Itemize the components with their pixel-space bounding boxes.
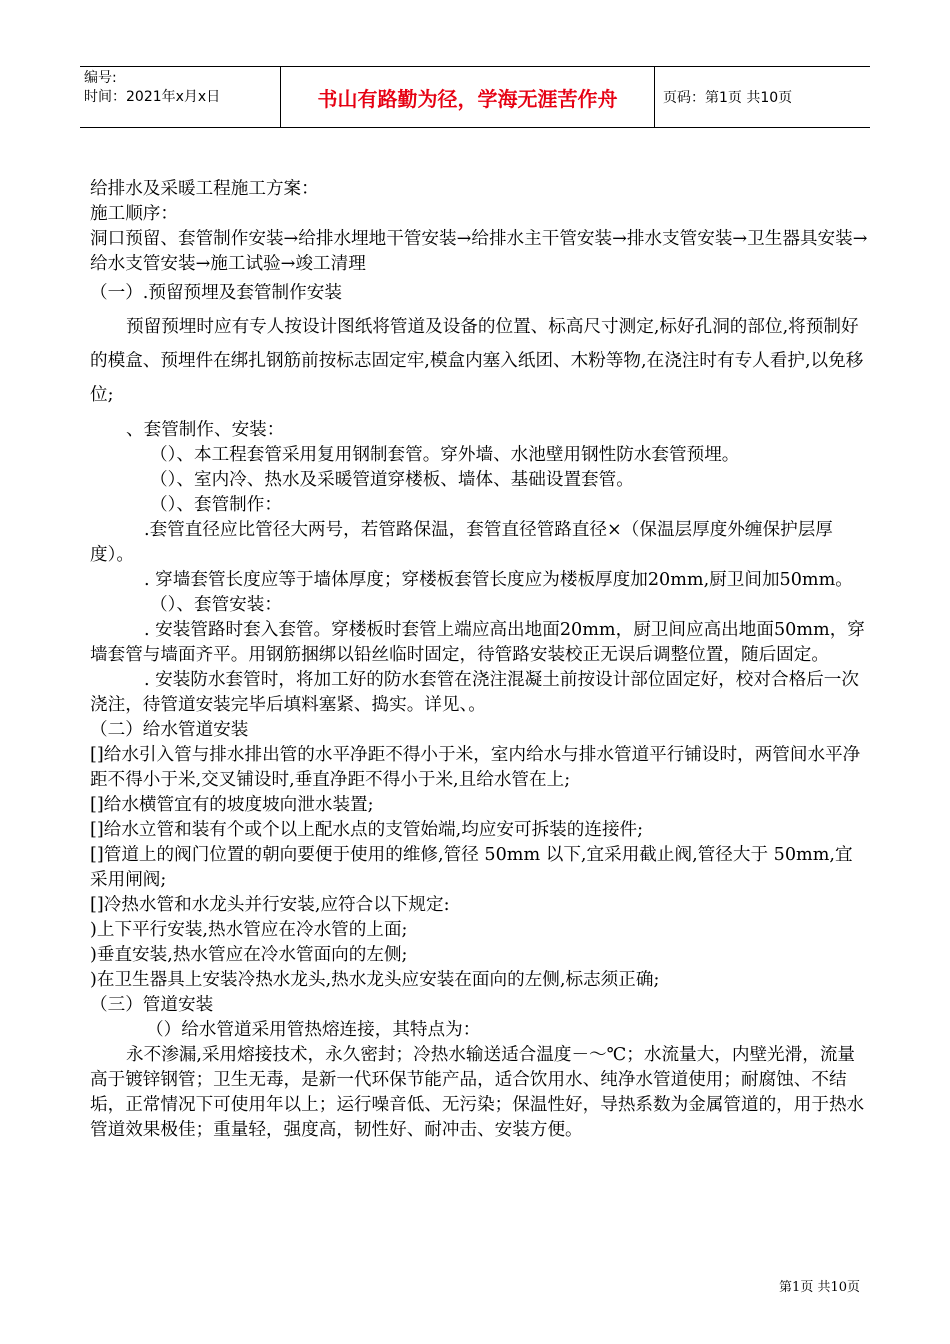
body-paragraph: . 安装管路时套入套管。穿楼板时套管上端应高出地面20mm，厨卫间应高出地面50mm，穿墙套管与墙面齐平。用钢筋捆绑以铅丝临时固定，待管路安装校正无误后调整位置，随后固定。: [90, 620, 865, 665]
body-paragraph: （）、套管安装：: [150, 595, 282, 615]
header-info: [80, 67, 280, 127]
list-item: []给水横管宜有的坡度坡向泄水装置;: [90, 795, 374, 815]
body-paragraph: . 安装防水套管时，将加工好的防水套管在浇注混凝土前按设计部位固定好，校对合格后一次浇注，待管道安装完毕后填料塞紧、捣实。详见、。: [90, 670, 859, 715]
body-paragraph: 永不渗漏,采用熔接技术，永久密封；冷热水输送适合温度－～℃；水流量大，内壁光滑，流量高于镀锌钢管；卫生无毒，是新一代环保节能产品，适合饮用水、纯净水管道使用；耐腐蚀、不结垢，正常情况下可使用年以上；运行噪音低、无污染；保温性好，导热系数为金属管道的，用于热水管道效果极佳；重量轻，强度高，韧性好、耐冲击、安装方便。: [90, 1045, 865, 1140]
body-paragraph: 预留预埋时应有专人按设计图纸将管道及设备的位置、标高尺寸测定,标好孔洞的部位,将预制好的模盒、预埋件在绑扎钢筋前按标志固定牢,模盒内塞入纸团、木粉等物,在浇注时有专人看护,以免移位;: [90, 317, 864, 405]
section-heading: （二）给水管道安装: [90, 720, 249, 740]
document-title: 给排水及采暖工程施工方案：: [90, 179, 319, 199]
document-body: [90, 177, 870, 1143]
list-item: )在卫生器具上安装冷热水龙头,热水龙头应安装在面向的左侧,标志须正确;: [90, 970, 660, 990]
list-item: []冷热水管和水龙头并行安装,应符合以下规定:: [90, 895, 450, 915]
list-item: []给水立管和装有个或个以上配水点的支管始端,均应安可拆装的连接件;: [90, 820, 644, 840]
page-header: [80, 66, 870, 128]
subsection-heading: 、套管制作、安装：: [126, 420, 285, 440]
section-heading: （一）.预留预埋及套管制作安装: [90, 283, 342, 303]
list-item: []管道上的阀门位置的朝向要便于使用的维修,管径 50mm 以下,宜采用截止阀,管径大于 50mm,宜采用闸阀;: [90, 845, 853, 890]
document-date-label: 时间：2021年x月x日: [84, 89, 221, 105]
list-item: )垂直安装,热水管应在冷水管面向的左侧;: [90, 945, 408, 965]
body-paragraph: 洞口预留、套管制作安装→给排水埋地干管安装→给排水主干管安装→排水支管安装→卫生器具安装→给水支管安装→施工试验→竣工清理: [90, 229, 868, 274]
body-paragraph: （）、室内冷、热水及采暖管道穿楼板、墙体、基础设置套管。: [150, 470, 634, 490]
body-paragraph: . 穿墙套管长度应等于墙体厚度；穿楼板套管长度应为楼板厚度加20mm,厨卫间加50mm。: [144, 570, 853, 590]
header-page-number: 页码：第1页 共10页: [663, 90, 793, 106]
page-footer: 第1页 共10页: [779, 1280, 860, 1295]
document-number-label: 编号:: [84, 70, 117, 86]
header-motto: 书山有路勤为径，学海无涯苦作舟: [280, 67, 655, 127]
list-item: []给水引入管与排水排出管的水平净距不得小于米，室内给水与排水管道平行铺设时，两管间水平净距不得小于米,交叉铺设时,垂直净距不得小于米,且给水管在上;: [90, 745, 861, 790]
list-item: )上下平行安装,热水管应在冷水管的上面;: [90, 920, 408, 940]
subsection-heading: （）给水管道采用管热熔连接，其特点为：: [146, 1020, 481, 1040]
body-paragraph: （）、套管制作：: [150, 495, 282, 515]
body-paragraph: （）、本工程套管采用复用钢制套管。穿外墙、水池壁用钢性防水套管预埋。: [150, 445, 740, 465]
section-heading: （三）管道安装: [90, 995, 214, 1015]
body-paragraph: .套管直径应比管径大两号，若管路保温，套管直径管路直径×（保温层厚度外缠保护层厚度）。: [90, 520, 833, 565]
section-heading: 施工顺序：: [90, 204, 178, 224]
